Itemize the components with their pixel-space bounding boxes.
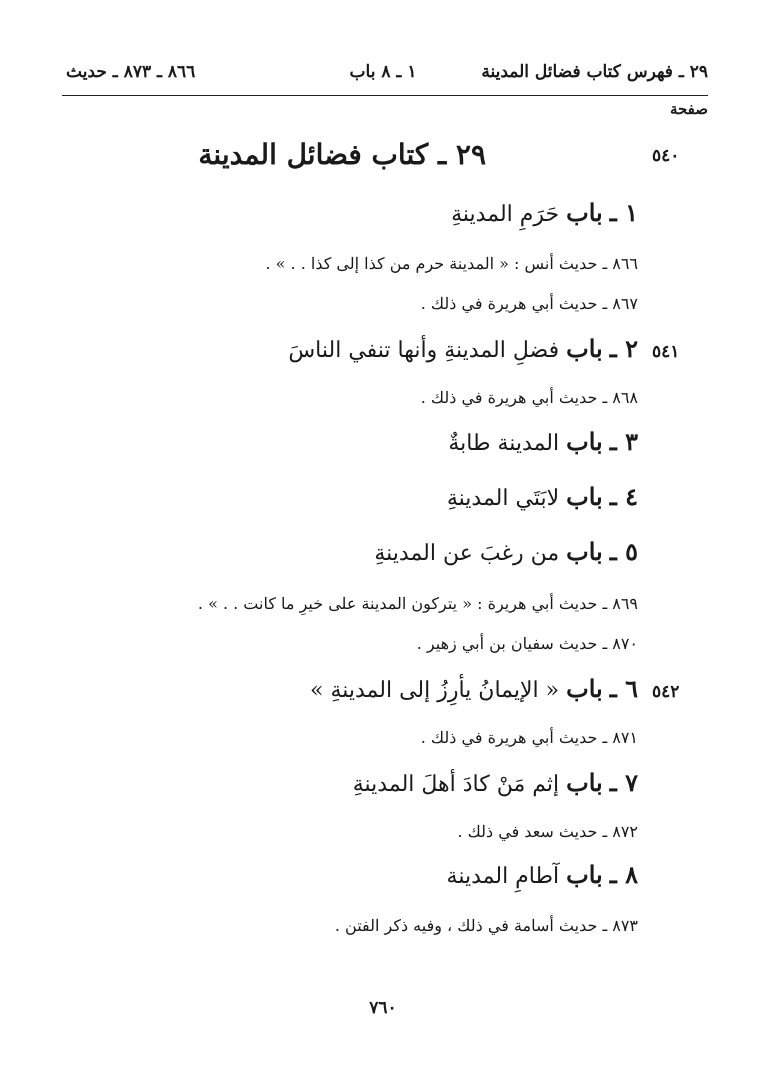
chapter-number: ٧ ـ bbox=[609, 768, 638, 797]
chapter-number: ٨ ـ bbox=[609, 860, 638, 889]
chapter-title: إثم مَنْ كادَ أهلَ المدينةِ bbox=[352, 772, 560, 797]
page-column-label: صفحة bbox=[669, 100, 708, 118]
page-ref-542: ٥٤٢ bbox=[652, 682, 680, 702]
chapter-heading-4 bbox=[447, 482, 638, 511]
chapter-number: ٥ ـ bbox=[609, 537, 638, 566]
chapter-number: ٦ ـ bbox=[609, 674, 638, 703]
chapter-bab: باب bbox=[566, 334, 603, 363]
chapter-title: « الإيمانُ يأرِزُ إلى المدينةِ » bbox=[310, 678, 560, 703]
chapter-heading-5 bbox=[374, 537, 638, 566]
chapter-title: آطامِ المدينة bbox=[446, 864, 560, 889]
chapter-heading-7 bbox=[353, 768, 638, 797]
chapter-bab: باب bbox=[566, 198, 603, 227]
chapter-number: ٣ ـ bbox=[609, 427, 638, 456]
chapter-bab: باب bbox=[566, 482, 603, 511]
chapter-bab: باب bbox=[566, 427, 603, 456]
chapter-heading-6 bbox=[310, 674, 638, 703]
hadith-entry-870: ٨٧٠ ـ حديث سفيان بن أبي زهير . bbox=[416, 634, 638, 653]
page-ref-541: ٥٤١ bbox=[652, 342, 680, 362]
chapter-bab: باب bbox=[566, 860, 603, 889]
page-number: ٧٦٠ bbox=[369, 998, 397, 1018]
hadith-entry-872: ٨٧٢ ـ حديث سعد في ذلك . bbox=[457, 822, 638, 841]
chapter-number: ٤ ـ bbox=[609, 482, 638, 511]
chapter-heading-3 bbox=[448, 427, 638, 456]
page-ref-540: ٥٤٠ bbox=[652, 146, 680, 166]
chapter-number: ٢ ـ bbox=[609, 334, 638, 363]
running-header-hadiths: ٨٦٦ ـ ٨٧٣ ـ حديث bbox=[66, 62, 196, 82]
running-header-chapters: ١ ـ ٨ باب bbox=[349, 62, 417, 82]
hadith-entry-866: ٨٦٦ ـ حديث أنس : « المدينة حرم من كذا إلى كذا . . » . bbox=[265, 254, 638, 273]
chapter-bab: باب bbox=[566, 537, 603, 566]
running-header-title: ٢٩ ـ فهرس كتاب فضائل المدينة bbox=[481, 62, 708, 82]
chapter-number: ١ ـ bbox=[609, 198, 638, 227]
hadith-entry-867: ٨٦٧ ـ حديث أبي هريرة في ذلك . bbox=[420, 294, 638, 313]
chapter-title: من رغبَ عن المدينةِ bbox=[374, 541, 560, 566]
chapter-title: فضلِ المدينةِ وأنها تنفي الناسَ bbox=[288, 338, 560, 363]
chapter-title: المدينة طابةٌ bbox=[448, 431, 560, 456]
chapter-title: لابَتَي المدينةِ bbox=[446, 486, 560, 511]
hadith-entry-871: ٨٧١ ـ حديث أبي هريرة في ذلك . bbox=[420, 728, 638, 747]
header-rule bbox=[62, 95, 708, 96]
hadith-entry-869: ٨٦٩ ـ حديث أبي هريرة : « يتركون المدينة على خيرِ ما كانت . . » . bbox=[197, 594, 638, 613]
book-title: ٢٩ ـ كتاب فضائل المدينة bbox=[198, 138, 486, 171]
chapter-heading-1 bbox=[451, 198, 638, 227]
chapter-title: حَرَمِ المدينةِ bbox=[451, 202, 560, 227]
chapter-heading-2 bbox=[288, 334, 638, 363]
chapter-bab: باب bbox=[566, 674, 603, 703]
chapter-bab: باب bbox=[566, 768, 603, 797]
hadith-entry-868: ٨٦٨ ـ حديث أبي هريرة في ذلك . bbox=[420, 388, 638, 407]
chapter-heading-8 bbox=[447, 860, 638, 889]
hadith-entry-873: ٨٧٣ ـ حديث أسامة في ذلك ، وفيه ذكر الفتن . bbox=[334, 916, 638, 935]
